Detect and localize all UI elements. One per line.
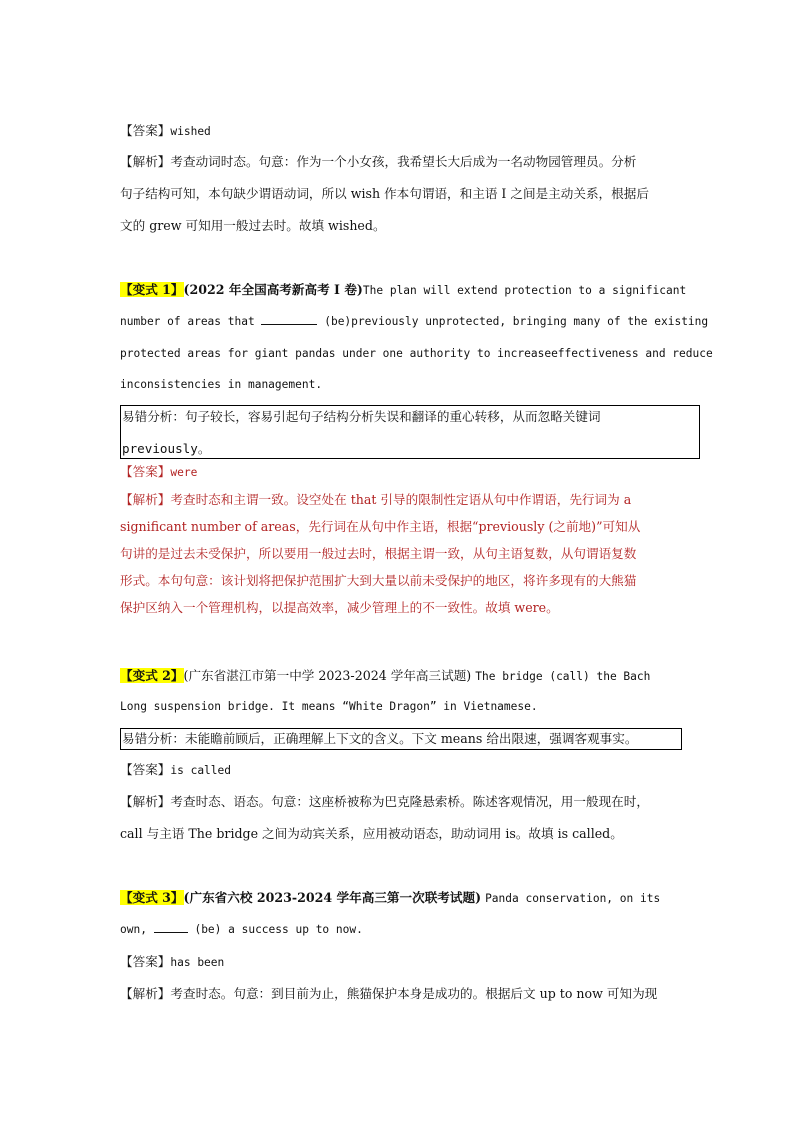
error-analysis-text: 易错分析：句子较长，容易引起句子结构分析失误和翻译的重心转移，从而忽略关键词 (122, 409, 601, 424)
analysis-line: 句讲的是过去未受保护，所以要用一般过去时，根据主谓一致，从句主语复数，从句谓语复数 (120, 546, 637, 561)
question-line: inconsistencies in management. (120, 378, 323, 391)
variant-question-line (120, 668, 650, 685)
variant-source: (2022 年全国高考新高考 I 卷) (183, 282, 363, 297)
question-text: The bridge (call) the Bach (475, 670, 651, 683)
answer-text: has been (170, 956, 225, 969)
question-line (120, 922, 363, 938)
error-analysis-text: 易错分析：未能瞻前顾后，正确理解上下文的含义。下文 means 给出限速，强调客观事实。 (122, 731, 638, 746)
analysis-line (120, 986, 657, 1002)
question-text: (be)previously unprotected, bringing many of the existing (324, 315, 709, 328)
question-line: Long suspension bridge. It means “White Dragon” in Vietnamese. (120, 700, 538, 713)
answer-blank (154, 922, 188, 933)
question-text: Panda conservation, on its (485, 892, 661, 905)
analysis-text: 考查动词时态。句意：作为一个小女孩，我希望长大后成为一名动物园管理员。分析 (170, 154, 637, 169)
error-analysis-box (120, 405, 700, 459)
analysis-line: call 与主语 The bridge 之间为动宾关系，应用被动语态，助动词用 is。故填 is called。 (120, 826, 623, 841)
variant-tag: 【变式 1】 (120, 282, 184, 297)
error-analysis-text: previously。 (122, 441, 211, 456)
analysis-line: 句子结构可知，本句缺少谓语动词，所以 wish 作本句谓语，和主语 I 之间是主动关系，根据后 (120, 186, 649, 201)
question-line (120, 314, 708, 330)
analysis-tag: 【解析】 (120, 492, 171, 507)
variant-question-line (120, 282, 686, 299)
question-text: The plan will extend protection to a significant (362, 284, 687, 297)
error-analysis-box (120, 728, 682, 750)
answer-line (120, 464, 197, 481)
analysis-line: 形式。本句句意：该计划将把保护范围扩大到大量以前未受保护的地区，将许多现有的大熊猫 (120, 573, 637, 588)
variant-tag: 【变式 3】 (120, 890, 184, 905)
analysis-text: 考查时态和主谓一致。设空处在 that 引导的限制性定语从句中作谓语，先行词为 a (170, 492, 632, 507)
question-line: protected areas for giant pandas under one authority to increaseeffectiveness and reduce (120, 347, 713, 360)
analysis-line: significant number of areas，先行词在从句中作主语，根据“previously (之前地)”可知从 (120, 519, 641, 534)
answer-text: were (170, 466, 198, 479)
answer-tag: 【答案】 (120, 464, 171, 479)
answer-tag: 【答案】 (120, 954, 171, 969)
variant-source: (广东省六校 2023-2024 学年高三第一次联考试题) (183, 890, 482, 905)
variant-tag: 【变式 2】 (120, 668, 184, 683)
answer-tag: 【答案】 (120, 762, 171, 777)
analysis-text: 考查时态。句意：到目前为止，熊猫保护本身是成功的。根据后文 up to now 可知为现 (170, 986, 658, 1001)
answer-line (120, 762, 231, 779)
analysis-tag: 【解析】 (120, 986, 171, 1001)
variant-source: (广东省湛江市第一中学 2023-2024 学年高三试题) (183, 668, 472, 683)
analysis-line (120, 154, 636, 170)
analysis-line (120, 492, 631, 508)
answer-line (120, 954, 224, 971)
question-text: (be) a success up to now. (194, 923, 363, 936)
variant-question-line (120, 890, 660, 907)
analysis-line (120, 794, 649, 810)
answer-text: is called (170, 764, 231, 777)
analysis-text: 考查时态、语态。句意：这座桥被称为巴克隆悬索桥。陈述客观情况，用一般现在时， (170, 794, 649, 809)
analysis-line: 文的 grew 可知用一般过去时。故填 wished。 (120, 218, 386, 233)
analysis-line: 保护区纳入一个管理机构，以提高效率，减少管理上的不一致性。故填 were。 (120, 600, 559, 615)
question-text: own, (120, 923, 147, 936)
answer-text: wished (170, 125, 211, 138)
analysis-tag: 【解析】 (120, 794, 171, 809)
question-text: number of areas that (120, 315, 255, 328)
answer-line (120, 123, 211, 140)
answer-tag: 【答案】 (120, 123, 171, 138)
answer-blank (261, 314, 317, 325)
analysis-tag: 【解析】 (120, 154, 171, 169)
